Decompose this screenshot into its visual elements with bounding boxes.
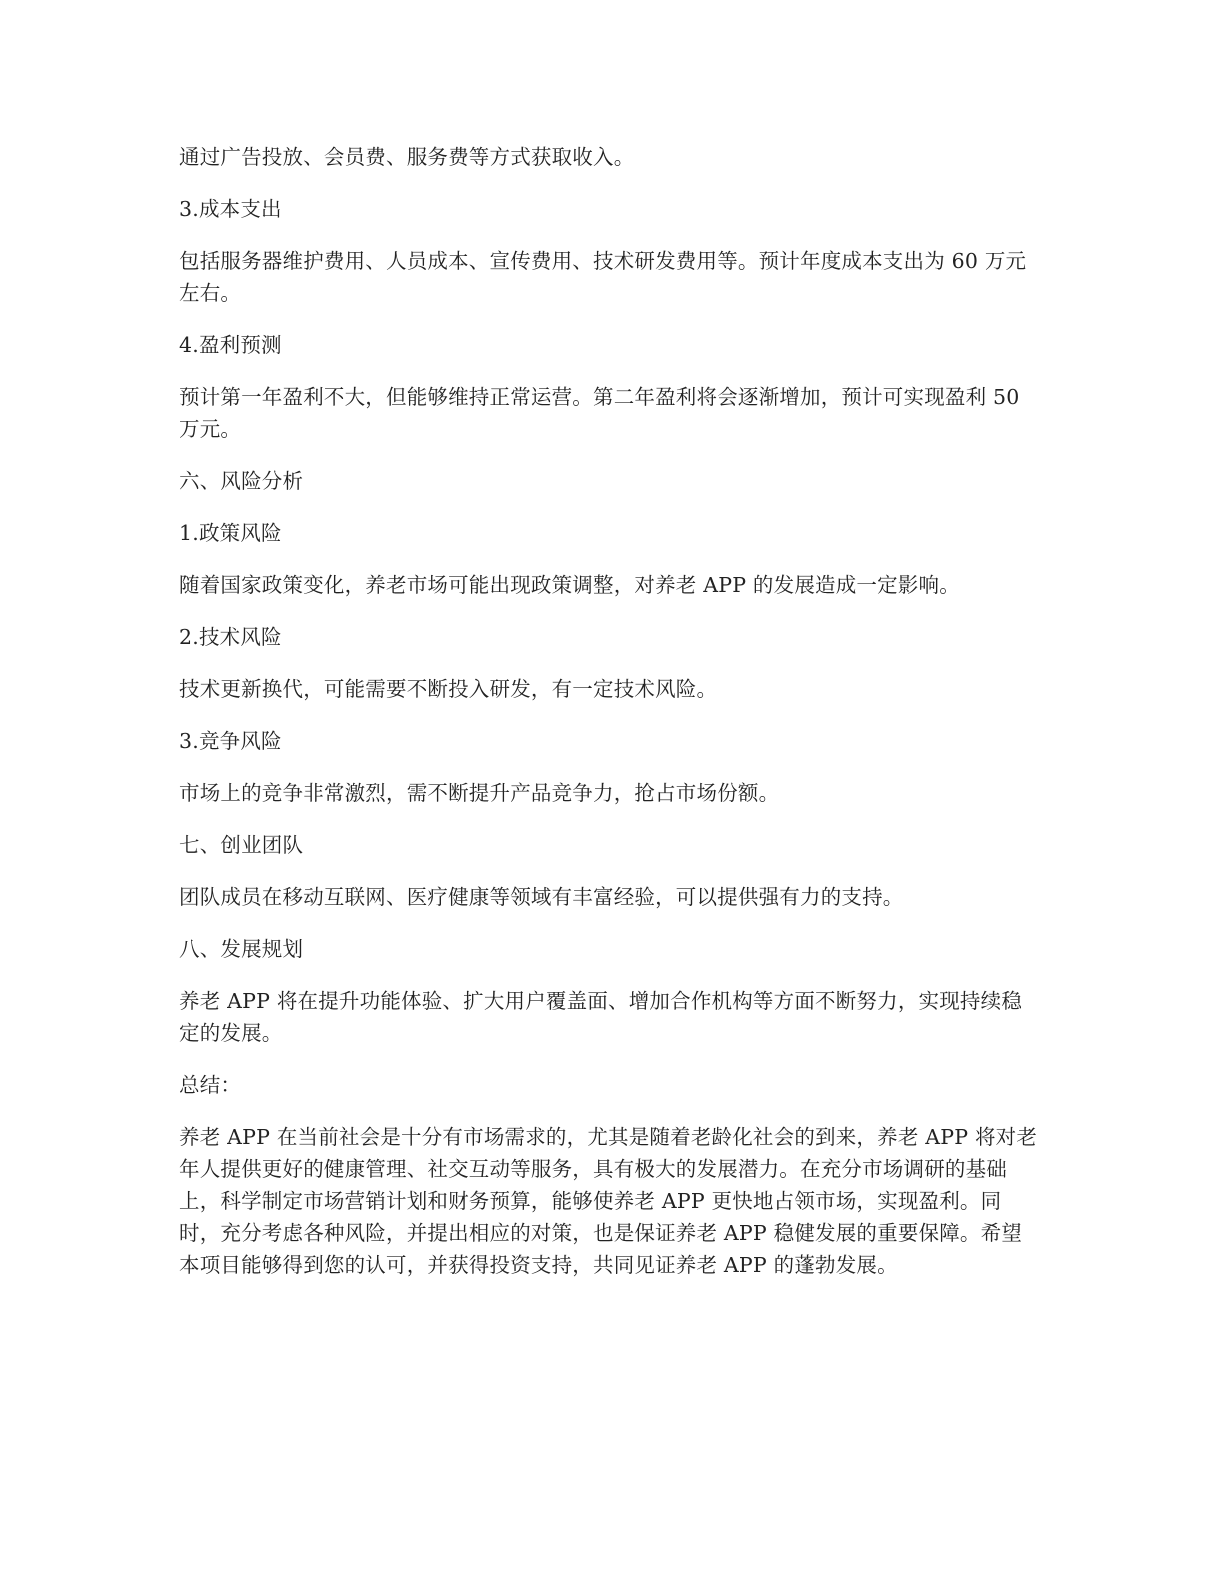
paragraph-development-plan: 养老 APP 将在提升功能体验、扩大用户覆盖面、增加合作机构等方面不断努力，实现持续稳定的发展。 bbox=[179, 989, 1023, 1045]
paragraph-revenue-methods: 通过广告投放、会员费、服务费等方式获取收入。 bbox=[179, 145, 635, 169]
heading-technical-risk: 2.技术风险 bbox=[179, 625, 282, 649]
heading-cost-expenditure: 3.成本支出 bbox=[179, 197, 282, 221]
heading-competition-risk: 3.竞争风险 bbox=[179, 729, 282, 753]
paragraph-policy-risk: 随着国家政策变化，养老市场可能出现政策调整，对养老 APP 的发展造成一定影响。 bbox=[179, 573, 960, 597]
heading-policy-risk: 1.政策风险 bbox=[179, 521, 282, 545]
section-heading-risk-analysis: 六、风险分析 bbox=[179, 469, 304, 493]
section-heading-development-plan: 八、发展规划 bbox=[179, 937, 304, 961]
paragraph-competition-risk: 市场上的竞争非常激烈，需不断提升产品竞争力，抢占市场份额。 bbox=[179, 781, 780, 805]
paragraph-summary: 养老 APP 在当前社会是十分有市场需求的，尤其是随着老龄化社会的到来，养老 APP 将对老年人提供更好的健康管理、社交互动等服务，具有极大的发展潜力。在充分市场调研的基础上，科学制定市场营销计划和财务预算，能够使养老 APP 更快地占领市场，实现盈利。同时，充分考虑各种风险，并提出相应的对策，也是保证养老 APP 稳健发展的重要保障。希望本项目能够得到您的认可，并获得投资支持，共同见证养老 APP 的蓬勃发展。 bbox=[179, 1125, 1038, 1277]
paragraph-technical-risk: 技术更新换代，可能需要不断投入研发，有一定技术风险。 bbox=[179, 677, 718, 701]
document-body bbox=[179, 141, 1039, 1301]
paragraph-team: 团队成员在移动互联网、医疗健康等领域有丰富经验，可以提供强有力的支持。 bbox=[179, 885, 904, 909]
paragraph-cost-expenditure: 包括服务器维护费用、人员成本、宣传费用、技术研发费用等。预计年度成本支出为 60 万元左右。 bbox=[179, 249, 1027, 305]
heading-summary: 总结： bbox=[179, 1073, 242, 1097]
heading-profit-forecast: 4.盈利预测 bbox=[179, 333, 282, 357]
section-heading-team: 七、创业团队 bbox=[179, 833, 304, 857]
paragraph-profit-forecast: 预计第一年盈利不大，但能够维持正常运营。第二年盈利将会逐渐增加，预计可实现盈利 50 万元。 bbox=[179, 385, 1020, 441]
